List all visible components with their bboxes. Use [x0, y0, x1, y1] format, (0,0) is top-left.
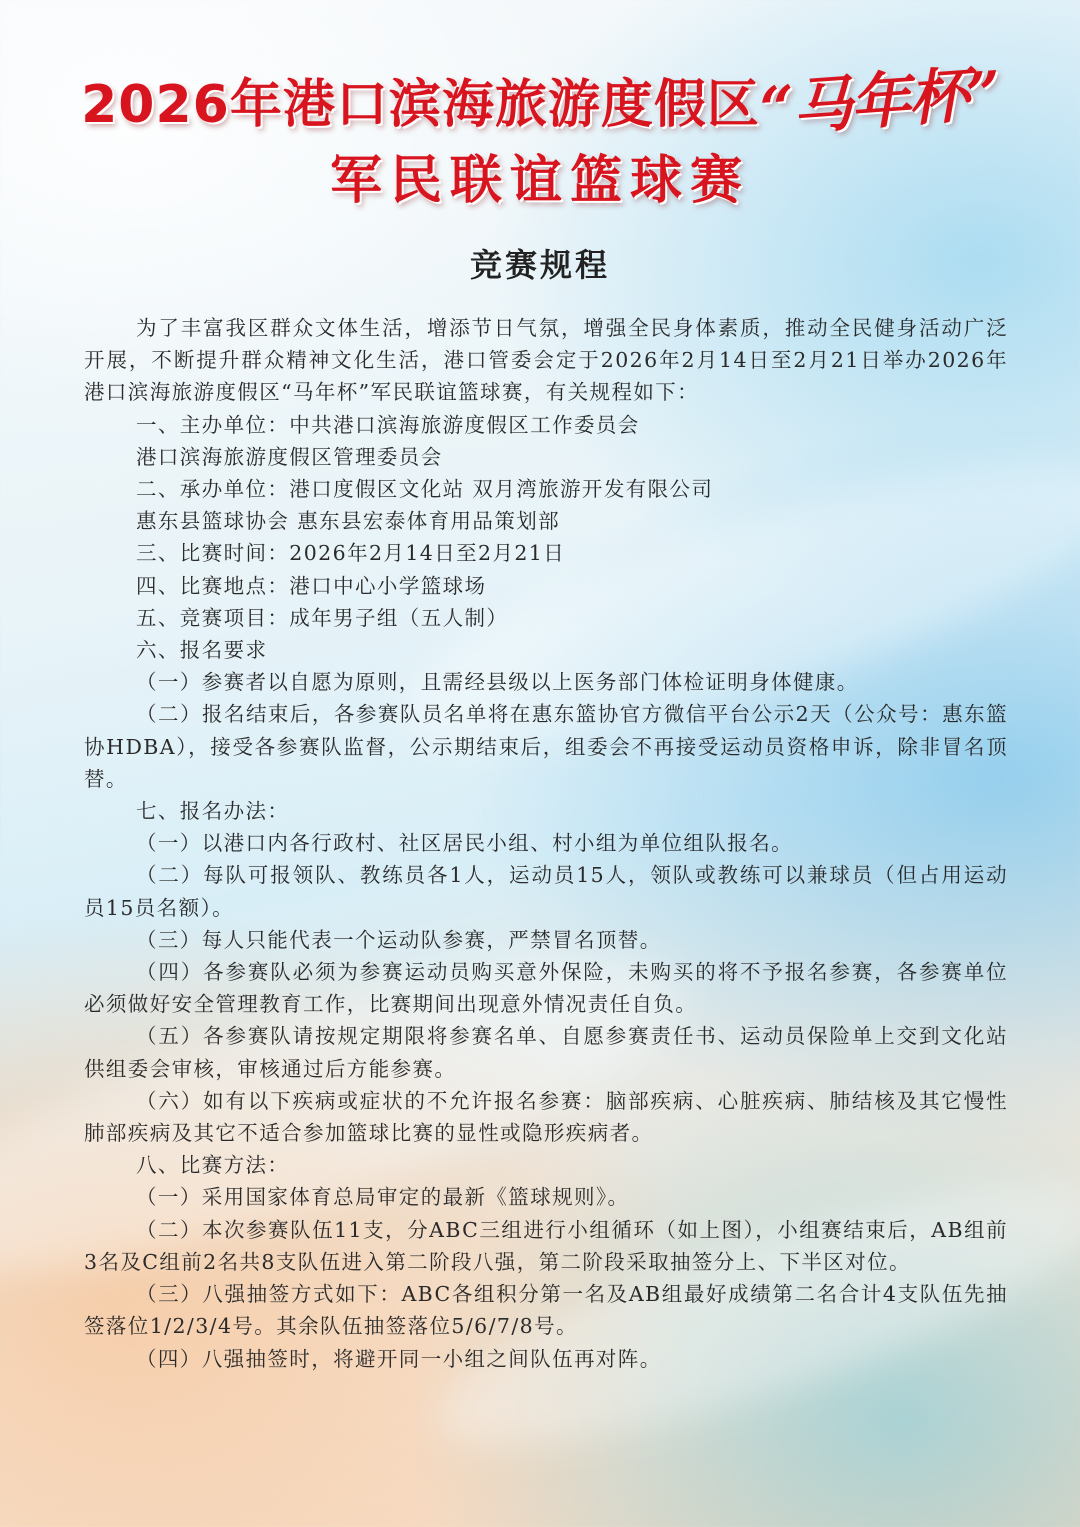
regulations-body	[84, 312, 1008, 1375]
poster-title	[0, 58, 1080, 221]
organizer-line: 一、主办单位：中共港口滨海旅游度假区工作委员会	[136, 412, 640, 437]
title-line-1	[0, 58, 1080, 146]
title-line-2: 军民联谊篮球赛	[329, 151, 750, 211]
list-item: （二）每队可报领队、教练员各1人，运动员15人，领队或教练可以兼球员（但占用运动员15员名额）。	[84, 863, 1008, 920]
section-heading-registration-requirements: 六、报名要求	[136, 638, 268, 663]
list-item: （一）采用国家体育总局审定的最新《篮球规则》。	[136, 1185, 630, 1210]
document-subtitle: 竞赛规程	[469, 246, 610, 284]
list-item: （三）八强抽签方式如下：ABC各组积分第一名及AB组最好成绩第二名合计4支队伍先抽签落位1/2/3/4号。其余队伍抽签落位5/6/7/8号。	[84, 1282, 1008, 1339]
list-item: （二）报名结束后，各参赛队员名单将在惠东篮协官方微信平台公示2天（公众号：惠东篮协HDBA），接受各参赛队监督，公示期结束后，组委会不再接受运动员资格申诉，除非冒名顶替。	[84, 702, 1008, 791]
list-item: （四）八强抽签时，将避开同一小组之间队伍再对阵。	[136, 1346, 662, 1371]
co-organizer-line: 二、承办单位：港口度假区文化站 双月湾旅游开发有限公司	[136, 477, 714, 502]
title-prefix: 2026年港口滨海旅游度假区	[81, 75, 760, 135]
intro-paragraph: 为了丰富我区群众文体生活，增添节日气氛，增强全民身体素质，推动全民健身活动广泛开展，不断提升群众精神文化生活，港口管委会定于2026年2月14日至2月21日举办2026年港口滨海旅游度假区“马年杯”军民联谊篮球赛，有关规程如下：	[84, 316, 1008, 405]
list-item: （一）参赛者以自愿为原则，且需经县级以上医务部门体检证明身体健康。	[136, 670, 859, 695]
section-heading-competition-method: 八、比赛方法：	[136, 1153, 290, 1178]
list-item: （六）如有以下疾病或症状的不允许报名参赛：脑部疾病、心脏疾病、肺结核及其它慢性肺部疾病及其它不适合参加篮球比赛的显性或隐形疾病者。	[84, 1088, 1008, 1146]
match-time-line: 三、比赛时间：2026年2月14日至2月21日	[136, 541, 566, 566]
cup-name: “马年杯”	[757, 58, 1002, 146]
venue-line: 四、比赛地点：港口中心小学篮球场	[136, 573, 487, 598]
organizer-line-2: 港口滨海旅游度假区管理委员会	[136, 444, 443, 469]
co-organizer-line-2: 惠东县篮球协会 惠东县宏泰体育用品策划部	[136, 509, 561, 534]
list-item: （五）各参赛队请按规定期限将参赛名单、自愿参赛责任书、运动员保险单上交到文化站供组委会审核，审核通过后方能参赛。	[84, 1024, 1008, 1081]
section-heading-registration-method: 七、报名办法：	[136, 799, 290, 824]
event-line: 五、竞赛项目：成年男子组（五人制）	[136, 605, 509, 630]
list-item: （三）每人只能代表一个运动队参赛，严禁冒名顶替。	[136, 927, 662, 952]
list-item: （二）本次参赛队伍11支，分ABC三组进行小组循环（如上图），小组赛结束后，AB组前3名及C组前2名共8支队伍进入第二阶段八强，第二阶段采取抽签分上、下半区对位。	[84, 1217, 1008, 1274]
list-item: （一）以港口内各行政村、社区居民小组、村小组为单位组队报名。	[136, 831, 793, 856]
list-item: （四）各参赛队必须为参赛运动员购买意外保险，未购买的将不予报名参赛，各参赛单位必须做好安全管理教育工作，比赛期间出现意外情况责任自负。	[84, 960, 1008, 1017]
